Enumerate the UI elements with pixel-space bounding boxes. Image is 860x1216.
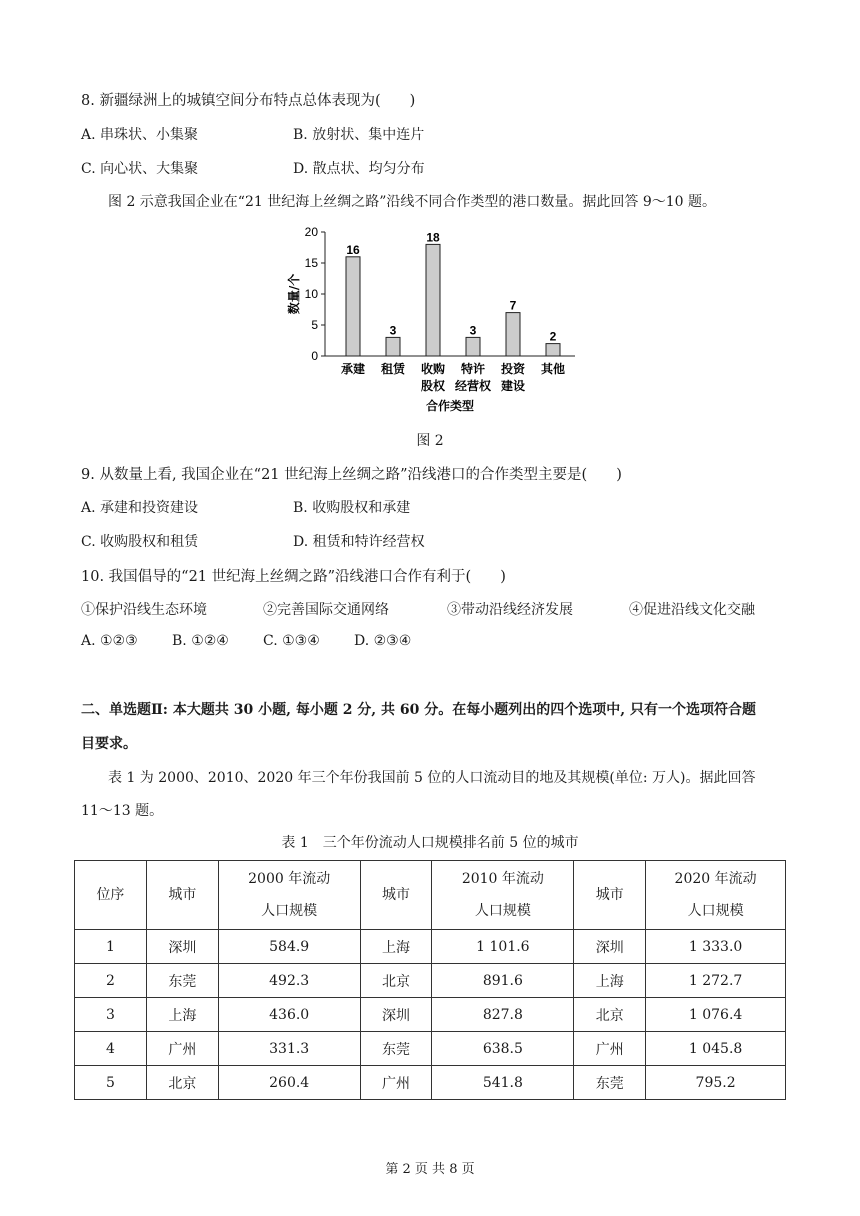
table-row <box>75 1032 786 1066</box>
table-cell: 1 101.6 <box>432 930 574 964</box>
q8-stem: 8. 新疆绿洲上的城镇空间分布特点总体表现为( ) <box>81 93 416 109</box>
table-cell: 上海 <box>146 998 218 1032</box>
bar <box>426 244 440 356</box>
table-cell: 1 076.4 <box>646 998 786 1032</box>
table-header-cell: 2010 年流动 人口规模 <box>432 861 574 930</box>
table-cell: 上海 <box>574 964 646 998</box>
q10-stem: 10. 我国倡导的“21 世纪海上丝绸之路”沿线港口合作有利于( ) <box>81 569 506 585</box>
y-tick-label: 10 <box>304 287 318 301</box>
y-tick-label: 15 <box>304 256 318 270</box>
table-row <box>75 1066 786 1100</box>
table-header-cell: 位序 <box>75 861 147 930</box>
bar-value-label: 3 <box>389 323 397 338</box>
table-cell: 492.3 <box>218 964 360 998</box>
table-cell: 1 333.0 <box>646 930 786 964</box>
x-tick-label: 承建 <box>340 362 366 376</box>
q10-option-c: C. ①③④ <box>263 633 320 649</box>
table-cell: 331.3 <box>218 1032 360 1066</box>
x-tick-label: 投资 <box>500 362 526 376</box>
table-header-cell: 2000 年流动 人口规模 <box>218 861 360 930</box>
table-cell: 广州 <box>146 1032 218 1066</box>
table-cell: 1 <box>75 930 147 964</box>
bar <box>506 313 520 356</box>
q8-option-b: B. 放射状、集中连片 <box>293 127 425 143</box>
table-row <box>75 964 786 998</box>
x-tick-label: 经营权 <box>454 379 492 393</box>
bar-value-label: 3 <box>469 323 477 338</box>
table-cell: 436.0 <box>218 998 360 1032</box>
bar <box>466 337 480 356</box>
table-cell: 广州 <box>574 1032 646 1066</box>
table-cell: 1 045.8 <box>646 1032 786 1066</box>
table-cell: 260.4 <box>218 1066 360 1100</box>
table-cell: 北京 <box>574 998 646 1032</box>
x-tick-label: 建设 <box>500 379 526 393</box>
y-tick-label: 5 <box>311 318 318 332</box>
table-header-cell: 城市 <box>574 861 646 930</box>
table-cell: 深圳 <box>574 930 646 964</box>
q8-option-d: D. 散点状、均匀分布 <box>293 161 425 177</box>
table-cell: 深圳 <box>146 930 218 964</box>
table-cell: 827.8 <box>432 998 574 1032</box>
migration-table <box>74 860 786 1100</box>
q10-statement-2: ②完善国际交通网络 <box>263 602 389 618</box>
bar-value-label: 7 <box>509 298 517 313</box>
bar-value-label: 18 <box>426 230 440 245</box>
table-cell: 东莞 <box>146 964 218 998</box>
table-cell: 2 <box>75 964 147 998</box>
table-cell: 3 <box>75 998 147 1032</box>
x-tick-label: 特许 <box>460 362 486 376</box>
y-tick-label: 20 <box>304 225 318 239</box>
table-cell: 541.8 <box>432 1066 574 1100</box>
x-tick-label: 收购 <box>420 362 446 376</box>
q8-option-c: C. 向心状、大集聚 <box>81 161 199 177</box>
bar-value-label: 16 <box>346 242 360 257</box>
section-heading-line1: 二、单选题Ⅱ: 本大题共 30 小题, 每小题 2 分, 共 60 分。在每小题列出的四个选项中, 只有一个选项符合题 <box>81 702 757 718</box>
bar <box>386 337 400 356</box>
x-tick-label: 其他 <box>540 362 566 376</box>
q9-stem: 9. 从数量上看, 我国企业在“21 世纪海上丝绸之路”沿线港口的合作类型主要是( ) <box>81 467 622 483</box>
table-cell: 1 272.7 <box>646 964 786 998</box>
table-cell: 5 <box>75 1066 147 1100</box>
table-cell: 东莞 <box>574 1066 646 1100</box>
table-intro-line2: 11～13 题。 <box>81 803 164 819</box>
table-intro-line1: 表 1 为 2000、2010、2020 年三个年份我国前 5 位的人口流动目的地及其规模(单位: 万人)。据此回答 <box>108 770 756 786</box>
table-cell: 广州 <box>360 1066 432 1100</box>
bar <box>546 344 560 356</box>
bar-value-label: 2 <box>549 329 557 344</box>
table-header-cell: 城市 <box>146 861 218 930</box>
q9-option-d: D. 租赁和特许经营权 <box>293 534 425 550</box>
table-cell: 4 <box>75 1032 147 1066</box>
table-header-cell: 2020 年流动 人口规模 <box>646 861 786 930</box>
table-cell: 795.2 <box>646 1066 786 1100</box>
x-tick-label: 股权 <box>420 379 446 393</box>
table-caption: 表 1 三个年份流动人口规模排名前 5 位的城市 <box>281 835 579 851</box>
figure-intro: 图 2 示意我国企业在“21 世纪海上丝绸之路”沿线不同合作类型的港口数量。据此回答 9～10 题。 <box>108 194 717 210</box>
q10-statement-3: ③带动沿线经济发展 <box>447 602 573 618</box>
table-body <box>75 930 786 1100</box>
section-heading-line2: 目要求。 <box>81 736 137 752</box>
table-row <box>75 998 786 1032</box>
bar <box>346 257 360 356</box>
table-cell: 638.5 <box>432 1032 574 1066</box>
y-axis-label: 数量/个 <box>287 273 301 315</box>
table-header-row <box>75 861 786 930</box>
table-cell: 东莞 <box>360 1032 432 1066</box>
table-cell: 584.9 <box>218 930 360 964</box>
table-cell: 上海 <box>360 930 432 964</box>
table-row <box>75 930 786 964</box>
table-header-cell: 城市 <box>360 861 432 930</box>
q10-option-a: A. ①②③ <box>81 633 138 649</box>
q10-option-d: D. ②③④ <box>354 633 412 649</box>
figure-caption: 图 2 <box>416 433 444 449</box>
y-tick-label: 0 <box>311 349 318 363</box>
page-footer: 第 2 页 共 8 页 <box>385 1162 475 1177</box>
table-cell: 891.6 <box>432 964 574 998</box>
q9-option-b: B. 收购股权和承建 <box>293 500 411 516</box>
x-tick-label: 租赁 <box>380 362 406 376</box>
q10-statement-1: ①保护沿线生态环境 <box>81 602 207 618</box>
bar-chart <box>280 222 580 422</box>
x-axis-label: 合作类型 <box>425 399 475 413</box>
q10-statement-4: ④促进沿线文化交融 <box>629 602 755 618</box>
table-cell: 北京 <box>360 964 432 998</box>
q9-option-c: C. 收购股权和租赁 <box>81 534 199 550</box>
q9-option-a: A. 承建和投资建设 <box>81 500 199 516</box>
q8-option-a: A. 串珠状、小集聚 <box>81 127 199 143</box>
q10-option-b: B. ①②④ <box>172 633 229 649</box>
table-cell: 深圳 <box>360 998 432 1032</box>
table-cell: 北京 <box>146 1066 218 1100</box>
